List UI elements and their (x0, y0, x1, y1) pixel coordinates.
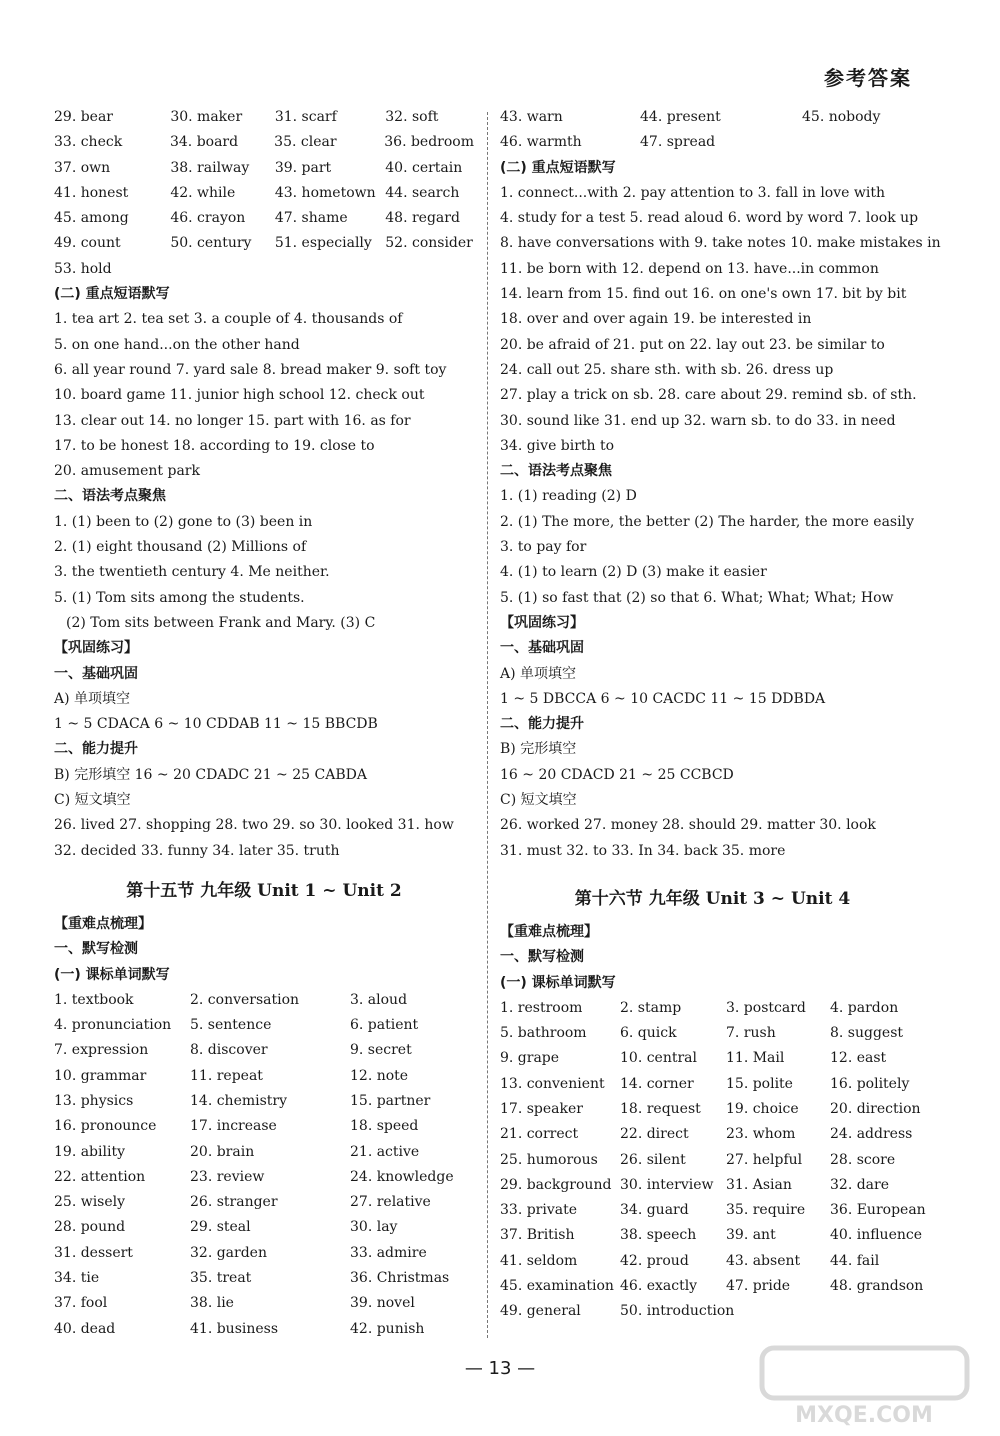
word-item: 49. count (54, 235, 121, 252)
word-item: 47. pride (726, 1278, 791, 1295)
ability-heading: 二、能力提升 (54, 741, 138, 758)
word-item: 7. rush (726, 1025, 776, 1042)
word-item: 37. fool (54, 1295, 108, 1312)
right-column (500, 105, 941, 1325)
word-item: 30. maker (170, 109, 243, 125)
phrase-answers (500, 181, 941, 459)
passage-fill-answers (500, 813, 925, 864)
word-item: 30. lay (350, 1219, 398, 1236)
word-item: 13. physics (54, 1092, 134, 1109)
word-item: 29. steal (190, 1219, 251, 1236)
grammar-heading: 二、语法考点聚焦 (54, 488, 166, 505)
phrase-line: 11. be born with 12. depend on 13. have...in common (500, 260, 879, 277)
word-row (54, 1140, 474, 1165)
word-row (54, 231, 474, 256)
grammar-line: 2. (1) eight thousand (2) Millions of (54, 539, 307, 556)
word-row (54, 1190, 474, 1215)
section-title: 第十六节 九年级 Unit 3 ~ Unit 4 (574, 888, 851, 909)
word-row (54, 156, 474, 181)
word-item: 5. sentence (190, 1017, 272, 1034)
word-row (500, 105, 925, 130)
word-item: 33. check (54, 134, 123, 151)
word-item: 23. review (190, 1168, 265, 1185)
word-row (54, 1064, 474, 1089)
phrase-line: 17. to be honest 18. according to 19. close to (54, 437, 375, 454)
word-item: 48. grandson (830, 1278, 924, 1295)
word-item: 28. pound (54, 1219, 126, 1236)
passage-fill-answers (54, 813, 474, 864)
phrase-line: 1. connect...with 2. pay attention to 3. fall in love with (500, 184, 885, 201)
word-item: 1. restroom (500, 999, 583, 1016)
word-item: 29. bear (54, 109, 114, 125)
word-row (500, 1122, 925, 1147)
grammar-line: 4. (1) to learn (2) D (3) make it easier (500, 564, 767, 581)
word-item: 7. expression (54, 1042, 149, 1059)
phrase-line: 20. amusement park (54, 463, 200, 480)
ability-heading: 二、能力提升 (500, 716, 584, 733)
watermark-logo (752, 1340, 982, 1430)
word-item: 32. dare (830, 1176, 890, 1193)
passage-fill-heading: C) 短文填空 (500, 792, 577, 809)
word-item: 17. increase (190, 1118, 277, 1135)
word-item: 53. hold (54, 260, 112, 277)
phrase-line: 24. call out 25. share sth. with sb. 26. dress up (500, 361, 834, 378)
word-item: 18. request (620, 1100, 701, 1117)
word-item: 42. punish (350, 1320, 425, 1337)
word-item: 34. guard (620, 1202, 689, 1219)
word-item: 47. shame (274, 210, 348, 227)
word-item: 20. brain (190, 1143, 255, 1160)
word-item: 48. regard (385, 210, 460, 227)
word-item: 41. honest (54, 184, 129, 201)
word-item: 14. corner (620, 1075, 694, 1092)
word-item: 39. novel (350, 1295, 415, 1312)
word-item: 42. proud (620, 1252, 689, 1269)
word-item: 15. partner (350, 1092, 431, 1109)
key-points-heading: 【重难点梳理】 (54, 915, 152, 932)
word-row (54, 130, 474, 155)
answer-line: 26. lived 27. shopping 28. two 29. so 30. looked 31. how (54, 817, 454, 834)
single-choice-heading: A) 单项填空 (54, 690, 131, 707)
grammar-answers (54, 510, 474, 611)
phrase-line: 18. over and over again 19. be interested in (500, 311, 812, 328)
word-row (54, 1215, 474, 1240)
word-row (500, 1046, 925, 1071)
word-item: 8. discover (190, 1042, 268, 1059)
word-item: 31. Asian (726, 1176, 792, 1193)
word-item: 10. grammar (54, 1067, 147, 1084)
word-item: 36. bedroom (384, 134, 474, 151)
word-row (54, 181, 474, 206)
word-row (500, 1274, 925, 1299)
word-item: 50. century (170, 235, 252, 252)
phrase-line: 27. play a trick on sb. 28. care about 29. remind sb. of sth. (500, 387, 917, 404)
word-item: 38. speech (620, 1227, 697, 1244)
word-item: 12. east (830, 1050, 887, 1067)
basic-heading: 一、基础巩固 (54, 665, 138, 682)
word-item: 45. examination (500, 1278, 614, 1295)
word-item: 45. nobody (802, 109, 881, 125)
word-item: 17. speaker (500, 1100, 583, 1117)
phrase-line: 6. all year round 7. yard sale 8. bread maker 9. soft toy (54, 361, 447, 378)
word-item: 2. stamp (620, 999, 682, 1016)
phrase-answers (54, 307, 474, 484)
word-item: 21. correct (500, 1126, 579, 1143)
word-item: 14. chemistry (190, 1092, 288, 1109)
word-item: 38. lie (190, 1295, 234, 1312)
page-header: 参考答案 (824, 66, 912, 90)
column-divider (487, 112, 488, 1338)
word-item: 23. whom (726, 1126, 796, 1143)
word-item: 5. bathroom (500, 1025, 587, 1042)
word-item: 44. search (385, 184, 460, 201)
grammar-line: 5. (1) Tom sits among the students. (54, 589, 305, 606)
word-row (54, 988, 474, 1013)
word-item: 19. choice (726, 1100, 799, 1117)
cloze-heading: B) 完形填空 (500, 741, 577, 758)
word-item: 4. pardon (830, 999, 899, 1016)
word-item: 6. quick (620, 1025, 677, 1042)
phrase-line: 1. tea art 2. tea set 3. a couple of 4. thousands of (54, 311, 403, 328)
word-item: 25. humorous (500, 1151, 598, 1168)
word-row (54, 105, 474, 130)
word-row (54, 206, 474, 231)
phrase-line: 34. give birth to (500, 437, 615, 454)
phrase-line: 20. be afraid of 21. put on 22. lay out 23. be similar to (500, 336, 885, 353)
word-item: 13. convenient (500, 1075, 605, 1092)
word-row (54, 1013, 474, 1038)
word-item: 41. business (190, 1320, 279, 1337)
word-item: 27. helpful (726, 1151, 803, 1168)
word-row (500, 130, 925, 155)
word-row (500, 1299, 925, 1324)
word-item: 44. fail (830, 1252, 880, 1269)
word-list-continued (54, 105, 474, 282)
word-row (54, 1241, 474, 1266)
phrase-heading: (二) 重点短语默写 (54, 286, 170, 303)
cloze-answers: B) 完形填空 16 ~ 20 CDADC 21 ~ 25 CABDA (54, 766, 367, 783)
word-item: 36. Christmas (350, 1270, 450, 1287)
word-row (500, 1097, 925, 1122)
word-item: 46. crayon (170, 210, 246, 227)
grammar-line: 3. the twentieth century 4. Me neither. (54, 564, 330, 581)
word-list-continued (500, 105, 925, 156)
answer-line: 26. worked 27. money 28. should 29. matter 30. look (500, 817, 876, 834)
word-item: 34. board (169, 134, 239, 151)
key-points-heading: 【重难点梳理】 (500, 923, 598, 940)
word-item: 2. conversation (190, 991, 300, 1008)
word-item: 45. among (54, 210, 129, 227)
word-row (500, 1148, 925, 1173)
word-item: 11. Mail (726, 1050, 785, 1067)
word-item: 49. general (500, 1303, 581, 1320)
word-row (500, 996, 925, 1021)
section-title: 第十五节 九年级 Unit 1 ~ Unit 2 (126, 880, 402, 901)
word-item: 43. hometown (274, 184, 376, 201)
word-item: 1. textbook (54, 991, 134, 1008)
word-item: 24. knowledge (350, 1168, 454, 1185)
word-row (500, 1223, 925, 1248)
word-item: 16. pronounce (54, 1118, 157, 1135)
word-item: 10. central (620, 1050, 697, 1067)
grammar-line: 5. (1) so fast that (2) so that 6. What; What; What; How (500, 589, 894, 606)
word-item: 26. silent (620, 1151, 686, 1168)
word-item: 24. address (830, 1126, 913, 1143)
cloze-answers: 16 ~ 20 CDACD 21 ~ 25 CCBCD (500, 766, 734, 783)
phrase-line: 13. clear out 14. no longer 15. part with 16. as for (54, 412, 411, 429)
word-row (54, 1266, 474, 1291)
word-item: 28. score (830, 1151, 896, 1168)
word-item: 9. grape (500, 1050, 560, 1067)
vocab-heading: (一) 课标单词默写 (500, 974, 616, 991)
word-item: 43. absent (726, 1252, 801, 1269)
phrase-line: 8. have conversations with 9. take notes 10. make mistakes in (500, 235, 941, 252)
word-item: 40. influence (830, 1227, 922, 1244)
word-item: 4. pronunciation (54, 1017, 172, 1034)
word-item: 32. soft (385, 109, 439, 125)
svg-text:MXQE.COM: MXQE.COM (795, 1403, 933, 1428)
word-item: 35. treat (190, 1270, 252, 1287)
word-item: 3. postcard (726, 999, 806, 1016)
grammar-line: 3. to pay for (500, 539, 587, 556)
word-item: 38. railway (170, 159, 250, 176)
phrase-line: 5. on one hand...on the other hand (54, 336, 300, 353)
word-item: 16. politely (830, 1075, 910, 1092)
word-item: 39. part (274, 159, 332, 176)
dictation-heading: 一、默写检测 (54, 941, 138, 958)
left-column (54, 105, 474, 1342)
passage-fill-heading: C) 短文填空 (54, 792, 131, 809)
word-item: 33. private (500, 1202, 578, 1219)
word-item: 12. note (350, 1067, 409, 1084)
word-row (500, 1072, 925, 1097)
word-item: 32. garden (190, 1244, 267, 1261)
vocab-answers (54, 988, 474, 1342)
word-item: 46. exactly (620, 1278, 698, 1295)
word-item: 37. British (500, 1227, 575, 1244)
word-item: 42. while (170, 184, 236, 201)
word-item: 20. direction (830, 1100, 921, 1117)
practice-heading: 【巩固练习】 (54, 640, 138, 657)
word-row (500, 1249, 925, 1274)
answer-line: 32. decided 33. funny 34. later 35. truth (54, 842, 340, 859)
word-item: 35. clear (274, 134, 337, 151)
word-item: 8. suggest (830, 1025, 904, 1042)
word-item: 21. active (350, 1143, 420, 1160)
grammar-heading: 二、语法考点聚焦 (500, 463, 612, 480)
word-row (54, 1089, 474, 1114)
word-item: 11. repeat (190, 1067, 263, 1084)
single-choice-answers: 1 ~ 5 CDACA 6 ~ 10 CDDAB 11 ~ 15 BBCDB (54, 716, 378, 733)
phrase-line: 10. board game 11. junior high school 12. check out (54, 387, 425, 404)
single-choice-answers: 1 ~ 5 DBCCA 6 ~ 10 CACDC 11 ~ 15 DDBDA (500, 690, 826, 707)
word-item: 27. relative (350, 1194, 431, 1211)
practice-heading: 【巩固练习】 (500, 614, 584, 631)
single-choice-heading: A) 单项填空 (500, 665, 577, 682)
grammar-line: 1. (1) been to (2) gone to (3) been in (54, 513, 313, 530)
word-item: 9. secret (350, 1042, 412, 1059)
word-row (54, 257, 474, 282)
phrase-line: 30. sound like 31. end up 32. warn sb. to do 33. in need (500, 412, 896, 429)
grammar-line: 1. (1) reading (2) D (500, 488, 637, 505)
phrase-line: 14. learn from 15. find out 16. on one's own 17. bit by bit (500, 286, 907, 303)
word-row (54, 1114, 474, 1139)
word-item: 40. dead (54, 1320, 116, 1337)
word-item: 44. present (640, 109, 721, 125)
word-row (500, 1198, 925, 1223)
word-row (54, 1317, 474, 1342)
word-item: 29. background (500, 1176, 612, 1193)
word-item: 22. direct (620, 1126, 689, 1143)
word-item: 26. stranger (190, 1194, 278, 1211)
word-item: 35. require (726, 1202, 806, 1219)
word-item: 41. seldom (500, 1252, 578, 1269)
phrase-heading: (二) 重点短语默写 (500, 159, 616, 176)
word-item: 31. scarf (274, 109, 337, 125)
basic-heading: 一、基础巩固 (500, 640, 584, 657)
word-item: 25. wisely (54, 1194, 126, 1211)
word-item: 40. certain (385, 159, 463, 176)
word-item: 19. ability (54, 1143, 125, 1160)
dictation-heading: 一、默写检测 (500, 949, 584, 966)
vocab-heading: (一) 课标单词默写 (54, 966, 170, 983)
word-item: 31. dessert (54, 1244, 133, 1261)
word-row (54, 1165, 474, 1190)
word-item: 39. ant (726, 1227, 776, 1244)
word-item: 47. spread (640, 134, 716, 151)
word-item: 6. patient (350, 1017, 419, 1034)
word-row (54, 1291, 474, 1316)
word-item: 18. speed (350, 1118, 419, 1135)
word-item: 46. warmth (500, 134, 582, 151)
word-row (500, 1173, 925, 1198)
word-row (54, 1038, 474, 1063)
word-row (500, 1021, 925, 1046)
word-item: 52. consider (385, 235, 473, 252)
page-number: — 13 — (464, 1358, 536, 1379)
word-item: 43. warn (500, 109, 563, 125)
word-item: 37. own (54, 159, 111, 176)
word-item: 30. interview (620, 1176, 714, 1193)
word-item: 33. admire (350, 1244, 427, 1261)
word-item: 3. aloud (350, 991, 408, 1008)
grammar-line: (2) Tom sits between Frank and Mary. (3) C (66, 614, 376, 631)
vocab-answers (500, 996, 925, 1325)
phrase-line: 4. study for a test 5. read aloud 6. word by word 7. look up (500, 210, 919, 227)
word-item: 22. attention (54, 1168, 146, 1185)
grammar-line: 2. (1) The more, the better (2) The harder, the more easily (500, 513, 914, 530)
word-item: 36. European (830, 1202, 926, 1219)
word-item: 34. tie (54, 1270, 100, 1287)
word-item: 51. especially (274, 235, 372, 252)
answer-line: 31. must 32. to 33. In 34. back 35. more (500, 842, 786, 859)
grammar-answers (500, 484, 925, 610)
word-item: 50. introduction (620, 1303, 735, 1320)
word-item: 15. polite (726, 1075, 793, 1092)
